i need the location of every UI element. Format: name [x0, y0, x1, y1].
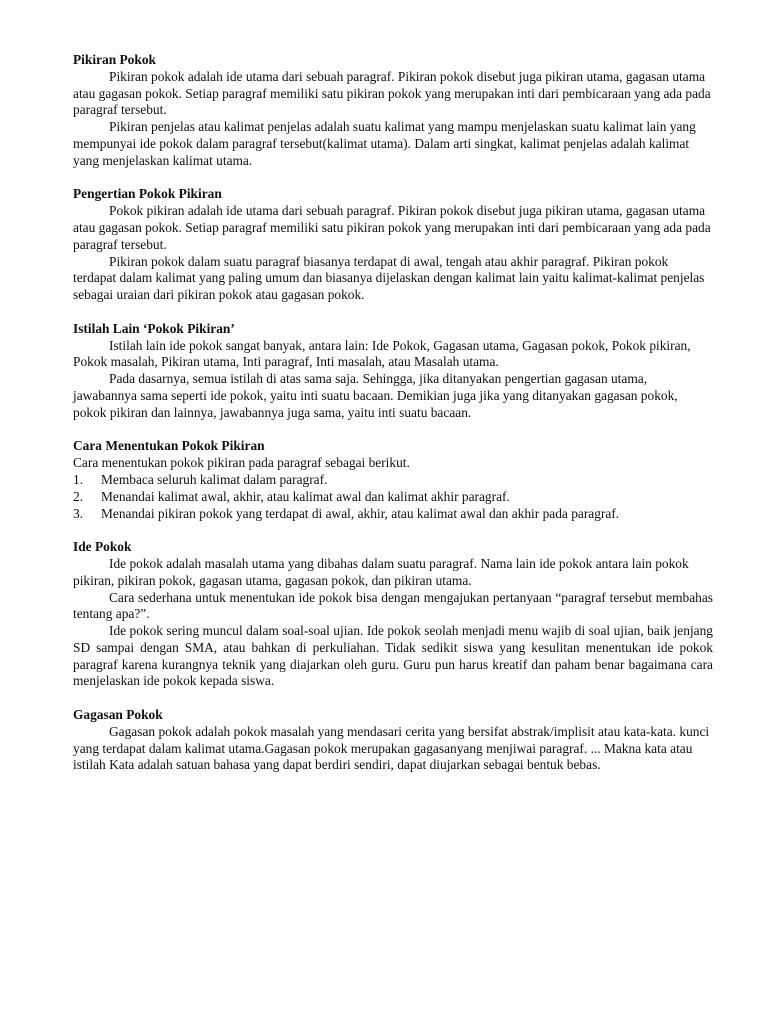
- section-heading: Cara Menentukan Pokok Pikiran: [73, 438, 265, 454]
- paragraph: Pikiran penjelas atau kalimat penjelas adalah suatu kalimat yang mampu menjelaskan suatu kalimat lain yang mempunyai ide pokok dalam paragraf tersebut(kalimat utama). Dalam arti singkat, kalimat penjelas adalah kalimat yang menjelaskan kalimat utama.: [73, 119, 696, 168]
- section-heading: Pikiran Pokok: [73, 52, 156, 67]
- paragraph: Pikiran pokok dalam suatu paragraf biasanya terdapat di awal, tengah atau akhir paragraf. Pikiran pokok terdapat dalam kalimat yang paling umum dan biasanya dijelaskan dengan kalimat lain yaitu kalimat-kalimat penjelas sebagai uraian dari pikiran pokok atau gagasan pokok.: [73, 253, 705, 303]
- list-item-text: Membaca seluruh kalimat dalam paragraf.: [101, 471, 328, 487]
- section-ide-pokok: [73, 539, 713, 690]
- list-item: [73, 472, 713, 489]
- paragraph: Cara sederhana untuk menentukan ide pokok bisa dengan mengajukan pertanyaan “paragraf tersebut membahas tentang apa?”.: [73, 589, 713, 622]
- paragraph: Ide pokok adalah masalah utama yang dibahas dalam suatu paragraf. Nama lain ide pokok antara lain pokok pikiran, pikiran pokok, gagasan utama, gagasan pokok, dan pikiran utama.: [73, 555, 689, 588]
- paragraph: Cara menentukan pokok pikiran pada paragraf sebagai berikut.: [73, 455, 410, 471]
- numbered-list: [73, 472, 713, 522]
- paragraph: Istilah lain ide pokok sangat banyak, antara lain: Ide Pokok, Gagasan utama, Gagasan pokok, Pokok pikiran, Pokok masalah, Pikiran utama, Inti paragraf, Inti masalah, atau Masalah utama.: [73, 337, 691, 370]
- paragraph: Ide pokok sering muncul dalam soal-soal ujian. Ide pokok seolah menjadi menu wajib di soal ujian, baik jenjang SD sampai dengan SMA, atau bahkan di perkuliahan. Tidak sedikit siswa yang kesulitan menentukan ide pokok paragraf karena kurangnya teknik yang diajarkan oleh guru. Guru pun harus kreatif dan paham benar bagaimana cara menjelaskan ide pokok kepada siswa.: [73, 623, 713, 689]
- section-heading: Gagasan Pokok: [73, 707, 163, 723]
- section-heading: Istilah Lain ‘Pokok Pikiran’: [73, 320, 235, 336]
- section-pengertian-pokok-pikiran: [73, 186, 713, 304]
- list-item: [73, 489, 713, 506]
- list-item-text: Menandai kalimat awal, akhir, atau kalimat awal dan kalimat akhir paragraf.: [101, 488, 510, 504]
- list-number: 2.: [73, 488, 84, 504]
- section-heading: Ide Pokok: [73, 539, 132, 555]
- section-istilah-lain: [73, 321, 713, 422]
- list-item: [73, 506, 713, 523]
- paragraph: Pikiran pokok adalah ide utama dari sebuah paragraf. Pikiran pokok disebut juga pikiran utama, gagasan utama atau gagasan pokok. Setiap paragraf memiliki satu pikiran pokok yang merupakan inti dari pembicaraan yang ada pada paragraf tersebut.: [73, 68, 711, 118]
- paragraph: Pada dasarnya, semua istilah di atas sama saja. Sehingga, jika ditanyakan pengertian gagasan utama, jawabannya sama seperti ide pokok, yaitu inti suatu bacaan. Demikian juga jika yang ditanyakan gagasan pokok, pokok pikiran dan lainnya, jawabannya juga sama, yaitu inti suatu bacaan.: [73, 371, 678, 420]
- section-pikiran-pokok: [73, 52, 713, 170]
- section-heading: Pengertian Pokok Pikiran: [73, 186, 222, 202]
- list-number: 3.: [73, 505, 84, 521]
- section-gagasan-pokok: [73, 707, 713, 774]
- paragraph: Pokok pikiran adalah ide utama dari sebuah paragraf. Pikiran pokok disebut juga pikiran utama, gagasan utama atau gagasan pokok. Setiap paragraf memiliki satu pikiran pokok yang merupakan inti dari pembicaraan yang ada pada paragraf tersebut.: [73, 203, 711, 252]
- section-cara-menentukan: [73, 438, 713, 522]
- paragraph: Gagasan pokok adalah pokok masalah yang mendasari cerita yang bersifat abstrak/implisit atau kata-kata. kunci yang terdapat dalam kalimat utama.Gagasan pokok merupakan gagasanyang menjiwai paragraf. ... Makna kata atau istilah Kata adalah satuan bahasa yang dapat berdiri sendiri, dapat diujarkan sebagai bentuk bebas.: [73, 723, 710, 773]
- list-item-text: Menandai pikiran pokok yang terdapat di awal, akhir, atau kalimat awal dan akhir pada paragraf.: [101, 505, 620, 521]
- document-page: [73, 52, 713, 791]
- list-number: 1.: [73, 471, 84, 487]
